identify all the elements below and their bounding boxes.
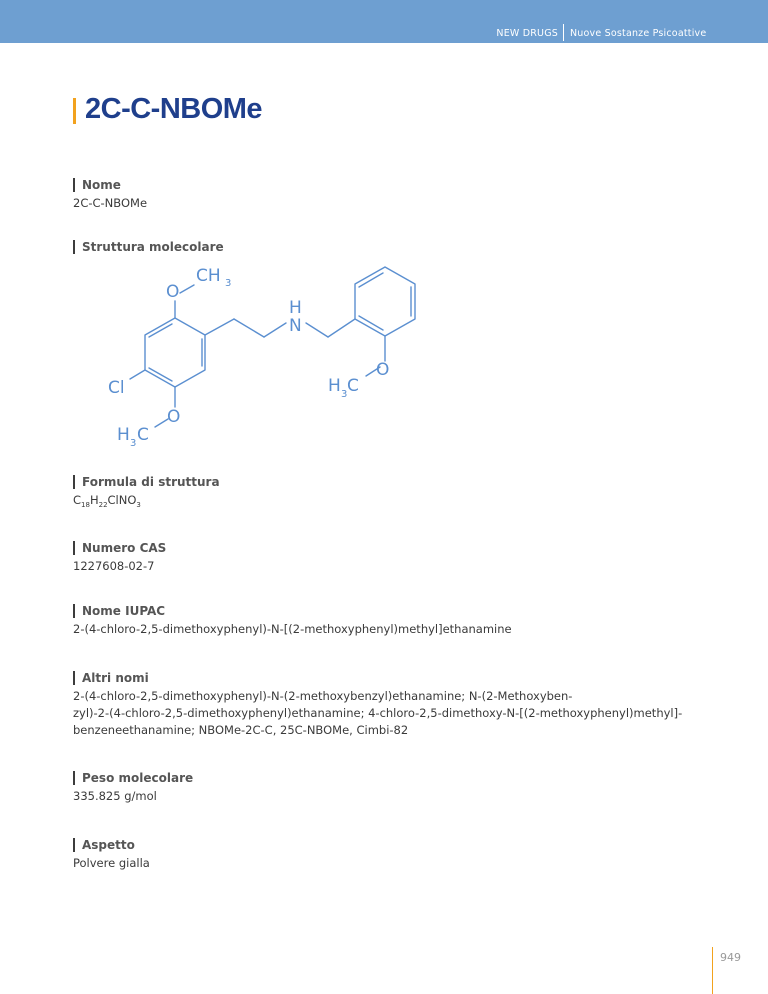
title-accent-bar xyxy=(73,98,76,124)
field-value: 335.825 g/mol xyxy=(73,789,157,803)
atom-o: O xyxy=(166,282,180,302)
field-label: Aspetto xyxy=(73,837,150,853)
field-label: Nome IUPAC xyxy=(73,603,512,619)
field-aspetto xyxy=(73,837,150,872)
field-value: Polvere gialla xyxy=(73,856,150,870)
header-section: NEW DRUGS xyxy=(496,28,558,39)
field-value: 2C-C-NBOMe xyxy=(73,196,148,210)
field-label: Altri nomi xyxy=(73,670,713,686)
field-label: Nome xyxy=(73,177,147,193)
benzene-ring-right xyxy=(355,267,415,336)
atom-n: N xyxy=(289,316,302,336)
field-iupac xyxy=(73,603,512,638)
formula-rest: ClNO xyxy=(107,493,137,507)
formula-h-count: 22 xyxy=(98,501,108,509)
atom-o: O xyxy=(376,360,390,380)
atom-subscript: 3 xyxy=(225,278,232,289)
field-value-line: zyl)-2-(4-chloro-2,5-dimethoxyphenyl)ethanamine; 4-chloro-2,5-dimethoxy-N-[(2-methoxyphenyl)methyl]- xyxy=(73,706,683,720)
field-value-line: benzeneethanamine; NBOMe-2C-C, 25C-NBOMe, Cimbi-82 xyxy=(73,723,409,737)
field-value-line: 2-(4-chloro-2,5-dimethoxyphenyl)-N-(2-methoxybenzyl)ethanamine; N-(2-Methoxyben- xyxy=(73,689,573,703)
atom-ch: CH xyxy=(196,266,221,286)
field-altri-nomi xyxy=(73,670,713,739)
atom-h: H xyxy=(328,376,341,396)
field-label: Peso molecolare xyxy=(73,770,193,786)
field-label: Formula di struttura xyxy=(73,474,220,490)
atom-c: C xyxy=(347,376,359,396)
formula-h: H xyxy=(89,493,99,507)
atom-c: C xyxy=(137,425,149,445)
field-peso xyxy=(73,770,193,805)
field-value xyxy=(73,492,220,514)
field-nome xyxy=(73,177,147,212)
field-label: Struttura molecolare xyxy=(73,239,224,255)
field-formula xyxy=(73,474,220,514)
formula-c: C xyxy=(73,493,82,507)
atom-h: H xyxy=(117,425,130,445)
header-subsection: Nuove Sostanze Psicoattive xyxy=(570,28,707,39)
field-cas xyxy=(73,540,166,575)
benzene-ring-left xyxy=(145,318,205,387)
field-struttura xyxy=(73,239,224,255)
page-number: 949 xyxy=(720,951,741,964)
page-title: 2C-C-NBOMe xyxy=(85,93,263,125)
formula-o-count: 3 xyxy=(136,501,141,509)
atom-cl: Cl xyxy=(108,378,125,398)
atom-subscript: 3 xyxy=(130,438,137,449)
atom-o: O xyxy=(167,407,181,427)
molecular-structure xyxy=(100,255,440,455)
atom-h: H xyxy=(289,298,302,318)
formula-c-count: 18 xyxy=(81,501,90,509)
top-header-bar xyxy=(0,0,768,43)
field-label: Numero CAS xyxy=(73,540,166,556)
page-number-rule xyxy=(712,947,713,994)
atom-subscript: 3 xyxy=(341,389,348,400)
field-value: 1227608-02-7 xyxy=(73,559,155,573)
header-divider xyxy=(563,24,564,41)
field-value: 2-(4-chloro-2,5-dimethoxyphenyl)-N-[(2-methoxyphenyl)methyl]ethanamine xyxy=(73,622,512,636)
